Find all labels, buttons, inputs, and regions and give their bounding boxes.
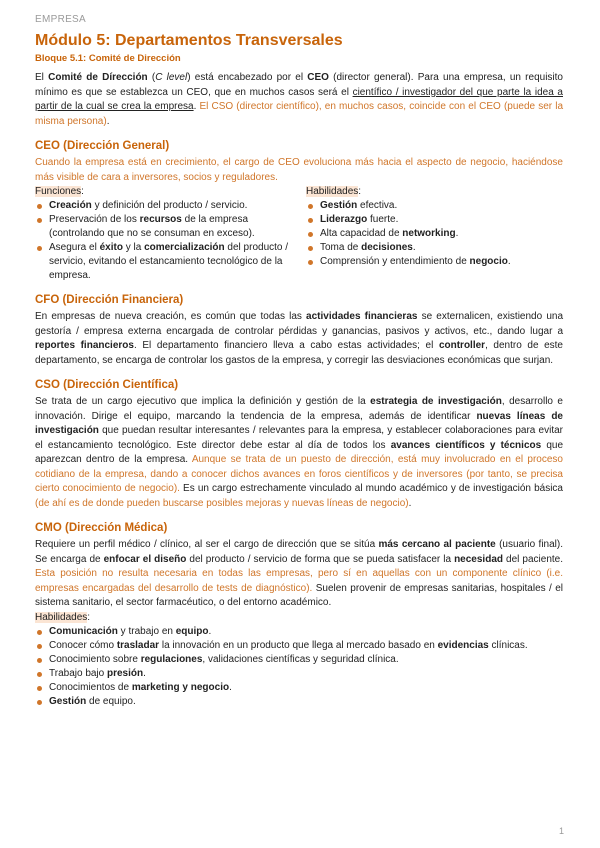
cfo-heading: CFO (Dirección Financiera) [35, 294, 184, 306]
cfo-paragraph: En empresas de nueva creación, es común que todas las actividades financieras se externalicen, existiendo una gestoría / empresa externa encargada de controlar pérdidas y ganancias, pasivos y activos, etc., dando lugar a reportes financieros. El departamento financiero lleva a cabo estas actividades; el controller, dentro de este departamento, se encarga de controlar los gastos de la empresa, y corregir las desviaciones económicas que surjan. [35, 311, 563, 366]
list-item: Asegura el éxito y la comercialización del producto / servicio, evitando el estancamiento tecnológico de la empresa. [35, 241, 292, 283]
cso-heading: CSO (Dirección Científica) [35, 379, 179, 391]
cmo-skills-label: Habilidades [35, 611, 88, 623]
list-item: Liderazgo fuerte. [306, 213, 563, 227]
list-item: Trabajo bajo presión. [35, 667, 563, 681]
list-item: Comprensión y entendimiento de negocio. [306, 255, 563, 269]
document-page: EMPRESA Módulo 5: Departamentos Transversales Bloque 5.1: Comité de Dirección El Comité de Dírección (C level) está encabezado por el CEO (director general). Para una empresa, un requisito mínimo es que se establezca un CEO, que en muchos casos será el científico / investigador del que parte la idea a partir de la cual se crea la empresa. El CSO (director científico), en muchos casos, coincide con el CEO (puede ser la misma persona). CEO (Dirección General) Cuando la empresa está en crecimiento, el cargo de CEO evoluciona más hacia el aspecto de negocio, haciéndose más visible de cara a inversores, socios y reguladores. Funciones: Creación y definición del producto / servicio. Preservación de los recursos de la empresa (controlando que no se consuman en exceso). Asegura el éxito y la comercialización del producto / servicio, evitando el estancamiento tecnológico de la empresa. Habilidades: Gestión efectiva. Liderazgo fuerte. Alta capacidad de networking. Toma de decisiones. Comprensión y entendimiento de negocio. CFO (Dirección Financiera) En empresas de nueva creación, es común que todas las actividades financieras se externalicen, existiendo una gestoría / empresa externa encargada de controlar pérdidas y ganancias, pasivos y activos, etc., dando lugar a reportes financieros. El departamento financiero lleva a cabo estas actividades; el controller, dentro de este departamento, se encarga de controlar los gastos de la empresa, y corregir las desviaciones económicas que surjan. CSO (Dirección Científica) Se trata de un cargo ejecutivo que implica la definición y gestión de la estrategia de investigación, desarrollo e innovación. Dirige el equipo, marcando la tendencia de la empresa, además de identificar nuevas líneas de investigación que puedan resultar interesantes / relevantes para la empresa, y establecer colaboraciones para evitar el estancamiento tecnológico. Este director debe estar al día de todos los avances científicos y técnicos que aparezcan dentro de la empresa. Aunque se trata de un puesto de dirección, está muy involucrado en el proceso cotidiano de la empresa, dando a conocer dichos avances en foros científicos y de inversores (por tanto, se precisa cierto conocimiento de negocio). Es un cargo estrechamente vinculado al mundo académico y de investigación básica (de ahí es de donde pueden buscarse posibles mejoras y nuevas líneas de negocio). CMO (Dirección Médica) Requiere un perfil médico / clínico, al ser el cargo de dirección que se sitúa más cercano al paciente (usuario final). Se encarga de enfocar el diseño del producto / servicio de forma que se pueda satisfacer la necesidad del paciente. Esta posición no resulta necesaria en todas las empresas, pero sí en aquellas con un componente clínico (i.e. empresas encargadas del desarrollo de tests de diagnóstico). Suelen provenir de empresas sanitarias, hospitales / el sistema sanitario, el sector farmacéutico, o del entorno académico. Habilidades: Comunicación y trabajo en equipo. Conocer cómo trasladar la innovación en un producto que llega al mercado basado en evidencias clínicas. Conocimiento sobre regulaciones, validaciones científicas y seguridad clínica. Trabajo bajo presión. Conocimientos de marketing y negocio. Gestión de equipo. [35, 14, 564, 707]
list-item: Gestión de equipo. [35, 695, 563, 709]
block-subtitle: Bloque 5.1: Comité de Dirección [35, 53, 181, 64]
list-item: Conocimiento sobre regulaciones, validaciones científicas y seguridad clínica. [35, 653, 563, 667]
ceo-columns [35, 185, 563, 283]
cmo-skills [35, 625, 563, 709]
list-item: Conocer cómo trasladar la innovación en un producto que llega al mercado basado en evidencias clínicas. [35, 639, 563, 653]
module-title: Módulo 5: Departamentos Transversales [35, 32, 343, 49]
cso-paragraph: Se trata de un cargo ejecutivo que implica la definición y gestión de la estrategia de investigación, desarrollo e innovación. Dirige el equipo, marcando la tendencia de la empresa, además de identificar nuevas líneas de investigación que puedan resultar interesantes / relevantes para la empresa, y establecer colaboraciones para evitar el estancamiento tecnológico. Este director debe estar al día de todos los avances científicos y técnicos que aparezcan dentro de la empresa. Aunque se trata de un puesto de dirección, está muy involucrado en el proceso cotidiano de la empresa, dando a conocer dichos avances en foros científicos y de inversores (por tanto, se precisa cierto conocimiento de negocio). Es un cargo estrechamente vinculado al mundo académico y de investigación básica (de ahí es de donde pueden buscarse posibles mejoras y nuevas líneas de negocio). [35, 396, 564, 509]
ceo-heading: CEO (Dirección General) [35, 140, 170, 152]
intro-paragraph: El Comité de Dírección (C level) está encabezado por el CEO (director general). Para una empresa, un requisito mínimo es que se establezca un CEO, que en muchos casos será el científico / investigador del que parte la idea a partir de la cual se crea la empresa. El CSO (director científico), en muchos casos, coincide con el CEO (puede ser la misma persona). [35, 72, 564, 127]
list-item: Preservación de los recursos de la empresa (controlando que no se consuman en exceso). [35, 213, 292, 241]
list-item: Gestión efectiva. [306, 199, 563, 213]
skills-label: Habilidades [306, 186, 359, 197]
cmo-heading: CMO (Dirección Médica) [35, 522, 168, 534]
list-item: Creación y definición del producto / servicio. [35, 199, 292, 213]
list-item: Comunicación y trabajo en equipo. [35, 625, 563, 639]
functions-label: Funciones [35, 186, 82, 197]
cmo-paragraph: Requiere un perfil médico / clínico, al ser el cargo de dirección que se sitúa más cercano al paciente (usuario final). Se encarga de enfocar el diseño del producto / servicio de forma que se pueda satisfacer la necesidad del paciente. Esta posición no resulta necesaria en todas las empresas, pero sí en aquellas con un componente clínico (i.e. empresas encargadas del desarrollo de tests de diagnóstico). Suelen provenir de empresas sanitarias, hospitales / el sistema sanitario, el sector farmacéutico, o del entorno académico. [35, 539, 564, 608]
page-number: 1 [558, 826, 564, 836]
list-item: Toma de decisiones. [306, 241, 563, 255]
list-item: Conocimientos de marketing y negocio. [35, 681, 563, 695]
ceo-functions: Funciones: Creación y definición del producto / servicio. Preservación de los recursos de la empresa (controlando que no se consuman en exceso). Asegura el éxito y la comercialización del producto / servicio, evitando el estancamiento tecnológico de la empresa. [35, 185, 292, 283]
category-label: EMPRESA [35, 14, 87, 25]
list-item: Alta capacidad de networking. [306, 227, 563, 241]
ceo-description: Cuando la empresa está en crecimiento, el cargo de CEO evoluciona más hacia el aspecto de negocio, haciéndose más visible de cara a inversores, socios y reguladores. [35, 157, 563, 183]
ceo-skills: Habilidades: Gestión efectiva. Liderazgo fuerte. Alta capacidad de networking. Toma de decisiones. Comprensión y entendimiento de negocio. [306, 185, 563, 283]
